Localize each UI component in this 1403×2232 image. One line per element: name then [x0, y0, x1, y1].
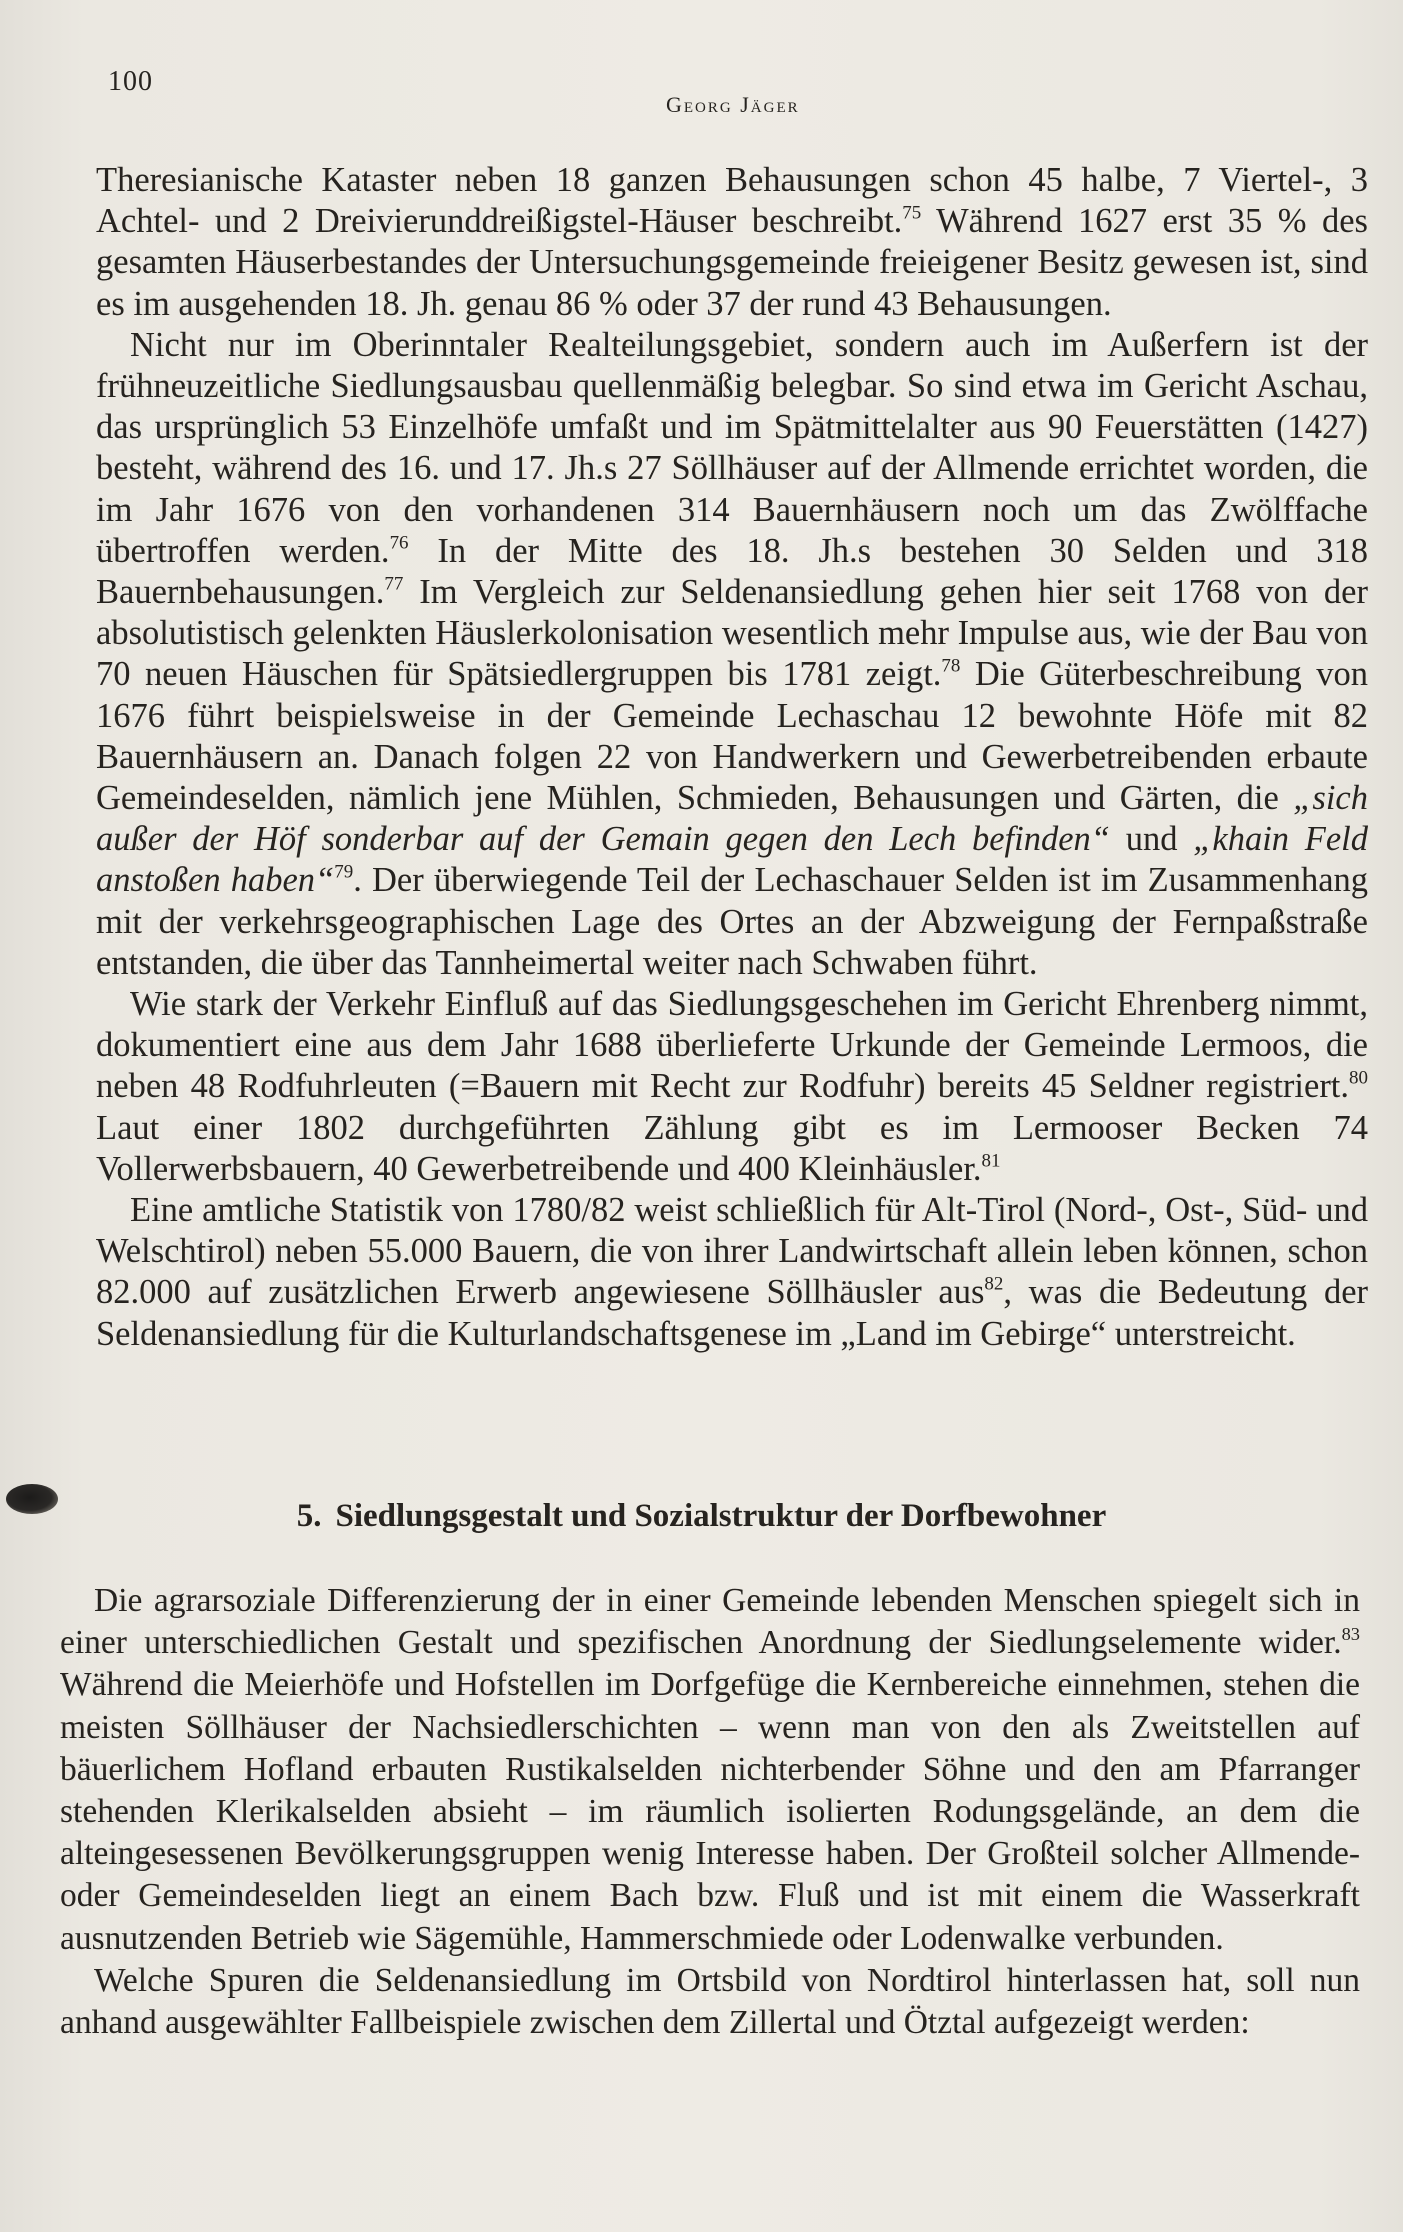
- text-span: Laut einer 1802 durchgeführten Zählung gibt es im Lermooser Becken 74 Vollerwerbsbauern, 40 Gewerbetreibende und 400 Kleinhäusler.: [96, 1108, 1368, 1188]
- footnote-ref: 79: [334, 862, 354, 884]
- text-span: Während 1627 erst 35 % des gesamten Häuserbestandes der Untersuchungsgemeinde freieigener Besitz gewesen ist, sind es im ausgehenden 18. Jh. genau 86 % oder 37 der rund 43 Behausungen.: [96, 202, 1368, 323]
- footnote-ref: 75: [902, 202, 922, 224]
- text-span: . Der überwiegende Teil der Lechaschauer Selden ist im Zusammenhang mit der verkehrsgeographischen Lage des Ortes an der Abzweigung der Fernpaßstraße entstanden, die über das Tannheimertal weiter nach Schwaben führt.: [96, 861, 1369, 982]
- section-paragraph-1: [60, 1580, 1360, 1960]
- body-text-upper: [96, 160, 1368, 1355]
- text-span: In der Mitte des 18. Jh.s bestehen 30 Selden und 318 Bauernbehausungen.: [96, 531, 1368, 612]
- footnote-ref: 83: [1341, 1624, 1360, 1645]
- section-number: 5.: [296, 1498, 322, 1534]
- running-head-author: Georg Jäger: [666, 92, 800, 117]
- text-span: Die Güterbeschreibung von 1676 führt beispielsweise in der Gemeinde Lechaschau 12 bewohnte Höfe mit 82 Bauernhäusern an. Danach folgen 22 von Handwerkern und Gewerbetreibenden erbaute Gemeindeselden, nämlich jene Mühlen, Schmieden, Behausungen und Gärten, die: [96, 655, 1368, 818]
- paragraph-3: [96, 984, 1368, 1190]
- section-title: Siedlungsgestalt und Sozialstruktur der Dorfbewohner: [335, 1498, 1107, 1534]
- text-span: und: [1109, 820, 1194, 859]
- text-span: Nicht nur im Oberinntaler Realteilungsgebiet, sondern auch im Außerfern ist der frühneuzeitliche Siedlungsausbau quellenmäßig belegbar. So sind etwa im Gericht Aschau, das ursprünglich 53 Einzelhöfe umfaßt und im Spätmittelalter aus 90 Feuerstätten (1427) besteht, während des 16. und 17. Jh.s 27 Söllhäuser auf der Allmende errichtet worden, die im Jahr 1676 von den vorhandenen 314 Bauernhäusern noch um das Zwölffache übertroffen werden.: [96, 325, 1368, 570]
- footnote-ref: 78: [941, 656, 961, 678]
- text-span: Eine amtliche Statistik von 1780/82 weist schließlich für Alt-Tirol (Nord-, Ost-, Süd- und Welschtirol) neben 55.000 Bauern, die von ihrer Landwirtschaft allein leben können, schon 82.000 auf zusätzlichen Erwerb angewiesene Söllhäusler aus: [96, 1191, 1368, 1312]
- footnote-ref: 82: [984, 1274, 1004, 1296]
- page-number: 100: [108, 66, 153, 97]
- text-span: Während die Meierhöfe und Hofstellen im Dorfgefüge die Kernbereiche einnehmen, stehen die meisten Söllhäuser der Nachsiedlerschichten – wenn man von den als Zweitstellen auf bäuerlichem Hofland erbauten Rustikalselden nichterbender Söhne und den am Pfarranger stehenden Klerikalselden absieht – im räumlich isolierten Rodungsgelände, an dem die alteingesessenen Bevölkerungsgruppen wenig Interesse haben. Der Großteil solcher Allmende- oder Gemeindeselden liegt an einem Bach bzw. Fluß und ist mit einem die Wasserkraft ausnutzenden Betrieb wie Sägemühle, Hammerschmiede oder Lodenwalke verbunden.: [60, 1666, 1360, 1957]
- text-span: Die agrarsoziale Differenzierung der in einer Gemeinde lebenden Menschen spiegelt sich in einer unterschiedlichen Gestalt und spezifischen Anordnung der Siedlungselemente wider.: [60, 1582, 1360, 1662]
- text-span: , was die Bedeutung der Seldenansiedlung für die Kulturlandschaftsgenese im „Land im Gebirge“ unterstreicht.: [96, 1273, 1369, 1353]
- quotation: „khain Feld anstoßen haben“: [96, 820, 1369, 900]
- quotation: „sich außer der Höf sonderbar auf der Gemain gegen den Lech befinden“: [96, 779, 1368, 859]
- page-header: [0, 0, 1403, 140]
- footnote-ref: 80: [1349, 1068, 1368, 1090]
- section-paragraph-2: Welche Spuren die Seldenansiedlung im Ortsbild von Nordtirol hinterlassen hat, soll nun anhand ausgewählter Fallbeispiele zwischen dem Zillertal und Ötztal aufgezeigt werden:: [60, 1961, 1360, 2042]
- text-span: Theresianische Kataster neben 18 ganzen Behausungen schon 45 halbe, 7 Viertel-, 3 Achtel- und 2 Dreivierunddreißigstel-Häuser beschreibt.: [96, 161, 1368, 241]
- footnote-ref: 76: [389, 532, 409, 554]
- paragraph-4: [96, 1190, 1368, 1355]
- footnote-ref: 81: [981, 1150, 1001, 1172]
- paragraph-1: [96, 160, 1368, 325]
- text-span: Im Vergleich zur Seldenansiedlung gehen hier seit 1768 von der absolutistisch gelenkten Häuslerkolonisation wesentlich mehr Impulse aus, wie der Bau von 70 neuen Häuschen für Spätsiedlergruppen bis 1781 zeigt.: [96, 573, 1368, 694]
- paragraph-2: [96, 325, 1368, 984]
- footnote-ref: 77: [384, 573, 404, 595]
- text-span: Wie stark der Verkehr Einfluß auf das Siedlungsgeschehen im Gericht Ehrenberg nimmt, dokumentiert eine aus dem Jahr 1688 überlieferte Urkunde der Gemeinde Lermoos, die neben 48 Rodfuhrleuten (=Bauern mit Recht zur Rodfuhr) bereits 45 Seldner registriert.: [96, 985, 1368, 1106]
- body-text-lower: [60, 1580, 1360, 2044]
- section-heading: [0, 1496, 1403, 1536]
